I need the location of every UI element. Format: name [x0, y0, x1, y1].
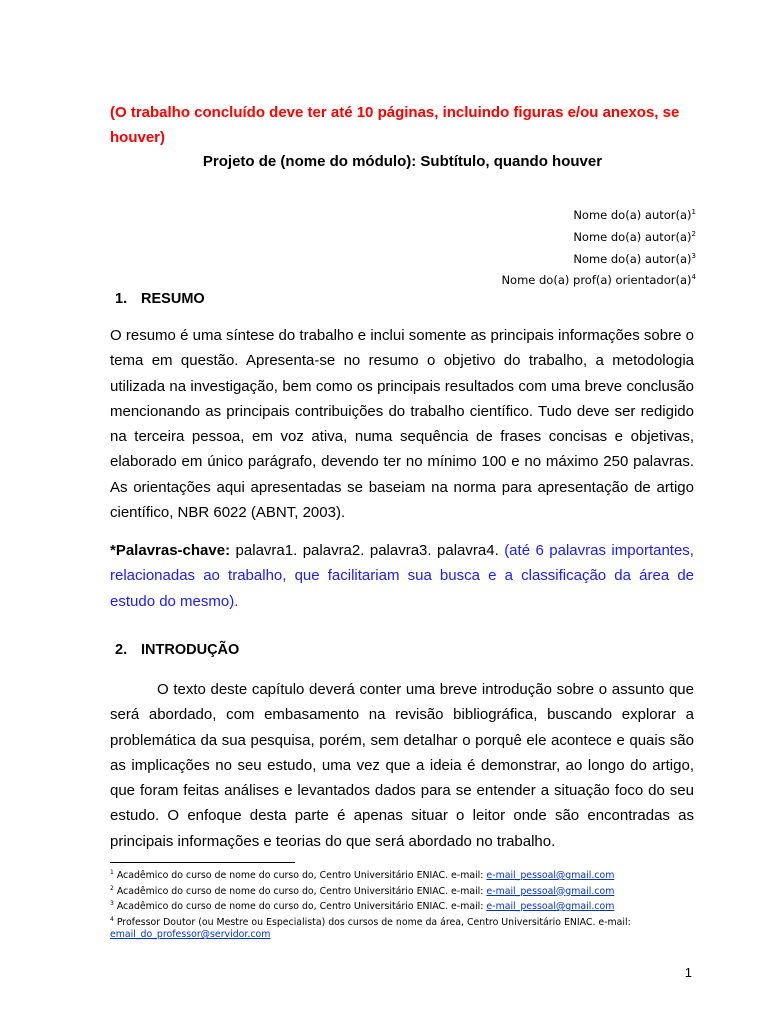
footnote-item: [110, 883, 700, 899]
footnotes: [110, 867, 700, 942]
footnote-text: Professor Doutor (ou Mestre ou Especialista) dos cursos de nome da área, Centro Universitário ENIAC. e-mail:: [116, 916, 631, 928]
page-number: 1: [684, 965, 692, 980]
document-title: Projeto de (nome do módulo): Subtítulo, quando houver: [202, 153, 603, 170]
keywords-label: *Palavras-chave:: [110, 542, 231, 559]
section-heading-introducao: [115, 640, 239, 660]
footnote-text: Acadêmico do curso de nome do curso do, Centro Universitário ENIAC. e-mail:: [116, 901, 487, 913]
keywords-note: (até 6 palavras importantes, relacionadas ao trabalho, que facilitariam sua busca e a classificação da área de estudo do mesmo).: [110, 542, 694, 610]
page-limit-warning: (O trabalho concluído deve ter até 10 páginas, incluindo figuras e/ou anexos, se houver): [110, 104, 680, 146]
footnote-marker[interactable]: 3: [691, 251, 696, 260]
footnote-mark: 1: [110, 869, 114, 876]
author-line: [501, 225, 696, 247]
footnote-text: Acadêmico do curso de nome do curso do, Centro Universitário ENIAC. e-mail:: [116, 885, 487, 897]
keywords-words: palavra1. palavra2. palavra3. palavra4.: [235, 542, 499, 559]
resumo-paragraph: O resumo é uma síntese do trabalho e inclui somente as principais informações sobre o tema em questão. Apresenta-se no resumo o objetivo do trabalho, a metodologia utilizada na investigação, bem como os principais resultados com uma breve conclusão mencionando as principais contribuições do trabalho científico. Tudo deve ser redigido na terceira pessoa, em voz ativa, numa sequência de frases concisas e objetivas, elaborado em único parágrafo, devendo ter no mínimo 100 e no máximo 250 palavras. As orientações aqui apresentadas se baseiam na norma para apresentação de artigo científico, NBR 6022 (ABNT, 2003).: [110, 327, 694, 522]
introducao-paragraph: O texto deste capítulo deverá conter uma breve introdução sobre o assunto que será abordado, com embasamento na revisão bibliográfica, buscando explorar a problemática da sua pesquisa, porém, sem detalhar o porquê ele acontece e quais são as implicações no seu estudo, uma vez que a ideia é demonstrar, ao longo do artigo, que foram feitas análises e levantados dados para se entender a situação foco do seu estudo. O enfoque desta parte é apenas situar o leitor onde são encontradas as principais informações e teorias do que será abordado no trabalho.: [110, 681, 694, 850]
author-name: Nome do(a) autor(a): [573, 251, 692, 266]
footnote-email-link[interactable]: e-mail_pessoal@gmail.com: [486, 885, 615, 897]
section-number: 2.: [115, 642, 128, 658]
author-line: [501, 247, 696, 269]
section-heading-resumo: [115, 289, 205, 309]
footnote-email-link[interactable]: e-mail_pessoal@gmail.com: [486, 870, 615, 882]
author-name: Nome do(a) autor(a): [573, 207, 692, 222]
advisor-name: Nome do(a) prof(a) orientador(a): [501, 273, 692, 288]
footnote-separator: [110, 862, 295, 863]
section-title: INTRODUÇÃO: [141, 642, 240, 658]
footnote-item: [110, 898, 700, 914]
footnote-item: [110, 914, 700, 942]
footnote-text: Acadêmico do curso de nome do curso do, Centro Universitário ENIAC. e-mail:: [116, 870, 487, 882]
footnote-mark: 3: [110, 900, 114, 908]
footnote-item: [110, 867, 700, 883]
footnote-mark: 2: [110, 884, 114, 892]
keywords-paragraph: [110, 538, 694, 614]
footnote-marker[interactable]: 2: [691, 229, 696, 238]
author-line: [501, 268, 696, 290]
footnote-marker[interactable]: 1: [691, 208, 696, 216]
section-title: RESUMO: [141, 291, 205, 307]
author-list: [501, 203, 696, 290]
footnote-marker[interactable]: 4: [691, 273, 696, 282]
section-number: 1.: [115, 291, 128, 307]
footnote-email-link[interactable]: email_do_professor@servidor.com: [110, 929, 271, 941]
author-line: [501, 203, 696, 225]
footnote-mark: 4: [110, 915, 114, 923]
author-name: Nome do(a) autor(a): [573, 229, 692, 244]
footnote-email-link[interactable]: e-mail_pessoal@gmail.com: [486, 901, 615, 913]
